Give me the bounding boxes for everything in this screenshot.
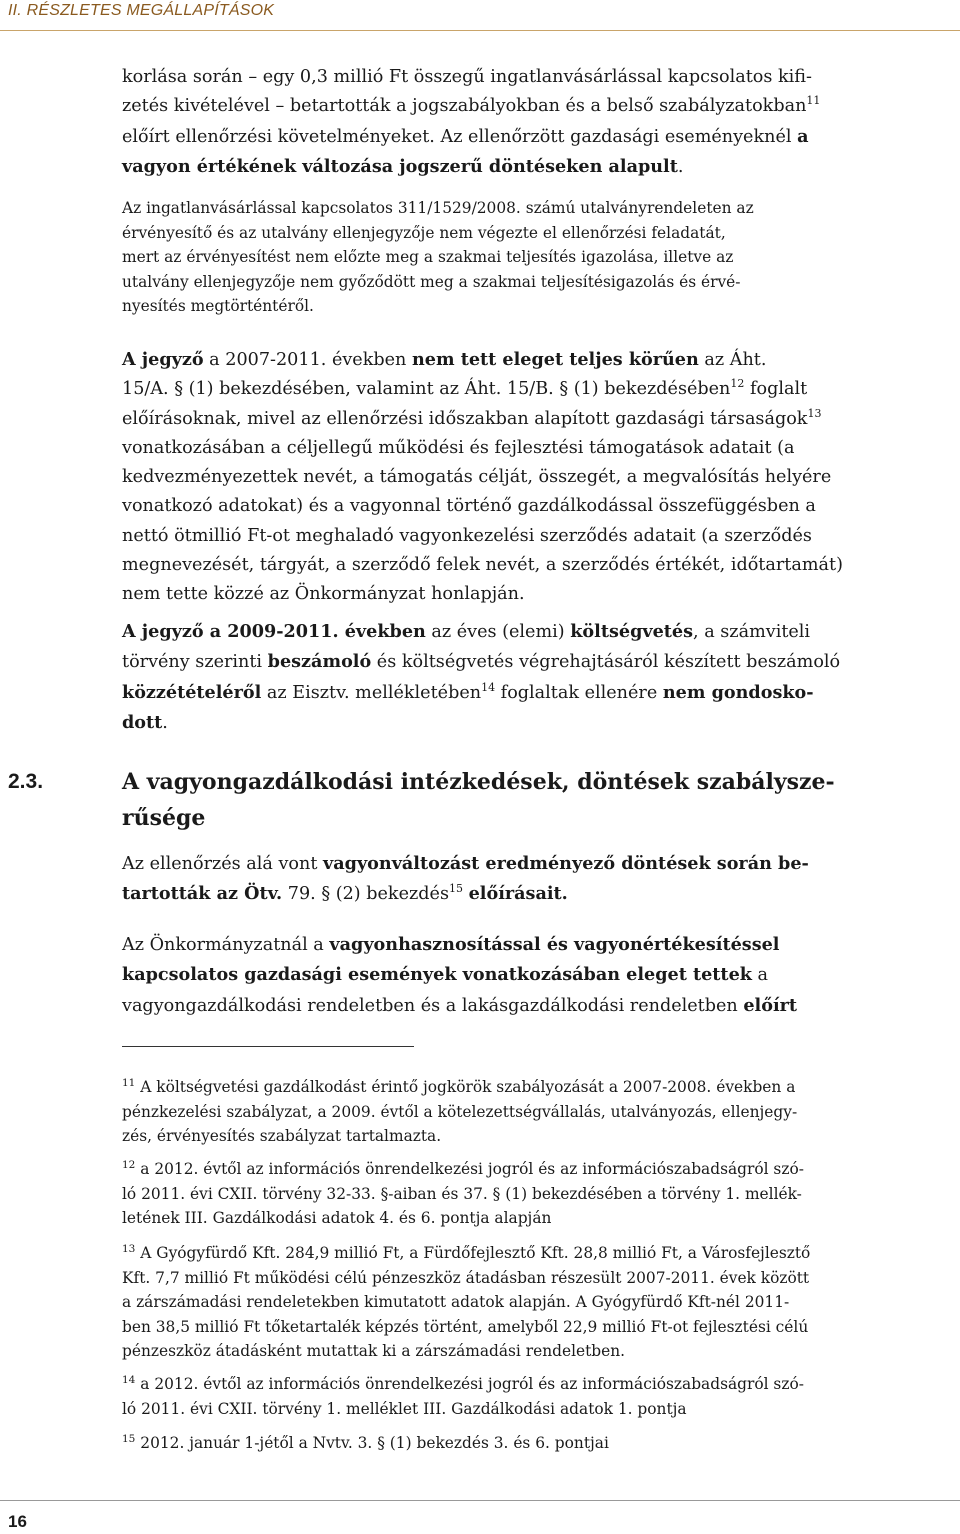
text-span: . bbox=[677, 156, 684, 177]
footnote-line bbox=[122, 1075, 956, 1100]
text-span: az Áht. bbox=[698, 350, 767, 370]
bold-text: kapcsolatos gazdasági események vonatkozásában eleget tettek bbox=[122, 964, 752, 986]
footnote-number: 12 bbox=[122, 1159, 136, 1171]
bold-text: költségvetés bbox=[570, 621, 694, 642]
text-span: a 2012. évtől az információs önrendelkezési jogról és az információszabadságról szó- bbox=[140, 1375, 804, 1393]
bold-text: A jegyző bbox=[122, 349, 204, 370]
text-span: . bbox=[162, 712, 168, 733]
text-line: érvényesítő és az utalvány ellenjegyzője nem végezte el ellenőrzési feladatát, bbox=[122, 223, 726, 242]
footnote-line: Kft. 7,7 millió Ft működési célú pénzeszköz átadásban részesült 2007-2011. évek között bbox=[122, 1268, 810, 1287]
bold-text: beszámoló bbox=[267, 651, 372, 673]
footnote-line: letének III. Gazdálkodási adatok 4. és 6. pontja alapján bbox=[122, 1209, 552, 1228]
footnote-number: 14 bbox=[122, 1374, 136, 1386]
text-span: a 2012. évtől az információs önrendelkezési jogról és az információszabadságról szó- bbox=[140, 1160, 804, 1178]
footnote-separator bbox=[122, 1046, 414, 1047]
finding-paragraph bbox=[122, 849, 956, 910]
footnote-number: 11 bbox=[122, 1077, 136, 1089]
footnote bbox=[122, 1157, 956, 1231]
bold-text: A jegyző a 2009-2011. években bbox=[122, 621, 426, 642]
title-line: rűsége bbox=[122, 805, 206, 831]
text-line bbox=[122, 122, 956, 152]
text-span: előírásoknak, mivel az ellenőrzési időszakban alapított gazdasági társaságok bbox=[122, 408, 808, 429]
text-line bbox=[122, 879, 956, 909]
footnote-line: ló 2011. évi CXII. törvény 32-33. §-aiban és 37. § (1) bekezdésében a törvény 1. mellék- bbox=[122, 1184, 802, 1203]
footer-rule bbox=[0, 1500, 960, 1501]
footnote bbox=[122, 1075, 956, 1149]
text-line: megnevezését, tárgyát, a szerződő felek nevét, a szerződés értékét, időtartamát) bbox=[122, 555, 843, 576]
text-line: nyesítés megtörténtéről. bbox=[122, 297, 314, 316]
text-line: vonatkozó adatokat) és a vagyonnal történő gazdálkodással összefüggésben a bbox=[122, 496, 816, 517]
text-span: a 2007-2011. években bbox=[203, 350, 412, 370]
footnote-ref: 13 bbox=[807, 406, 822, 420]
footnote-ref: 15 bbox=[448, 882, 463, 896]
footnote bbox=[122, 1241, 956, 1364]
section-number: 2.3. bbox=[8, 770, 44, 793]
text-span: A Gyógyfürdő Kft. 284,9 millió Ft, a Fürdőfejlesztő Kft. 28,8 millió Ft, a Városfejlesztő bbox=[140, 1244, 811, 1262]
footnote-line: pénzkezelési szabályzat, a 2009. évtől a kötelezettségvállalás, utalványozás, ellenjegy- bbox=[122, 1102, 798, 1121]
footnote-line: a zárszámadási rendeletekben kimutatott adatok alapján. A Gyógyfürdő Kft-nél 2011- bbox=[122, 1293, 790, 1312]
text-line bbox=[122, 991, 956, 1021]
text-line bbox=[122, 617, 956, 647]
text-line: utalvány ellenjegyzője nem győződött meg a szakmai teljesítésigazolás és érvé- bbox=[122, 272, 741, 291]
footnote-line bbox=[122, 1431, 956, 1456]
text-span: vagyongazdálkodási rendeletben és a lakásgazdálkodási rendeletben bbox=[122, 995, 744, 1016]
paragraph-continuation bbox=[122, 63, 956, 182]
finding-paragraph bbox=[122, 930, 956, 1021]
footnote bbox=[122, 1431, 956, 1456]
text-line bbox=[122, 849, 956, 879]
text-line bbox=[122, 647, 956, 677]
footnote-line bbox=[122, 1241, 956, 1266]
bold-text: tartották az Ötv. bbox=[122, 883, 283, 905]
text-line bbox=[122, 960, 956, 990]
bold-text: vagyonváltozást eredményező döntések során be- bbox=[323, 853, 809, 874]
text-span: és költségvetés végrehajtásáról készített beszámoló bbox=[371, 652, 841, 673]
text-span: az éves (elemi) bbox=[425, 622, 571, 642]
text-line: korlása során – egy 0,3 millió Ft összegű ingatlanvásárlással kapcsolatos kifi- bbox=[122, 67, 812, 87]
text-span: zetés kivételével – betartották a jogszabályokban és a belső szabályzatokban bbox=[122, 96, 807, 117]
text-line bbox=[122, 930, 956, 960]
text-line bbox=[122, 92, 956, 121]
bold-text: vagyonhasznosítással és vagyonértékesítéssel bbox=[329, 934, 780, 955]
footnote bbox=[122, 1372, 956, 1421]
bold-text: vagyon értékének változása jogszerű döntéseken alapult bbox=[122, 155, 678, 177]
footnote-ref: 11 bbox=[806, 94, 821, 108]
running-header: II. RÉSZLETES MEGÁLLAPÍTÁSOK bbox=[8, 2, 275, 19]
footnote-line: ben 38,5 millió Ft tőketartalék képzés történt, amelyből 22,9 millió Ft-ot fejlesztési célú bbox=[122, 1317, 809, 1336]
finding-paragraph bbox=[122, 196, 956, 319]
footnote-number: 15 bbox=[122, 1433, 136, 1445]
text-line bbox=[122, 345, 956, 375]
text-line bbox=[122, 708, 956, 738]
text-span: törvény szerinti bbox=[122, 652, 268, 673]
bold-text: nem tett eleget teljes körűen bbox=[411, 349, 699, 370]
text-line bbox=[122, 678, 956, 708]
bold-text: közzétételéről bbox=[122, 681, 262, 703]
footnote-ref: 12 bbox=[730, 377, 745, 391]
text-span: Az ellenőrzés alá vont bbox=[122, 854, 324, 874]
header-rule bbox=[0, 30, 960, 31]
text-line: mert az érvényesítést nem előzte meg a szakmai teljesítés igazolása, illetve az bbox=[122, 248, 734, 267]
bold-text: a bbox=[797, 125, 809, 147]
page-number: 16 bbox=[8, 1512, 27, 1531]
text-span: a bbox=[751, 965, 769, 986]
text-span: előírt ellenőrzési követelményeket. Az ellenőrzött gazdasági eseményeknél bbox=[122, 126, 798, 147]
finding-paragraph bbox=[122, 345, 956, 610]
text-line: kedvezményezettek nevét, a támogatás célját, összegét, a megvalósítás helyére bbox=[122, 467, 832, 488]
text-span: foglaltak ellenére bbox=[495, 682, 663, 703]
footnote-line: zés, érvényesítés szabályzat tartalmazta. bbox=[122, 1127, 442, 1146]
text-span: , a számviteli bbox=[693, 622, 811, 642]
bold-text: nem gondosko- bbox=[662, 681, 814, 703]
bold-text: előírt bbox=[743, 994, 798, 1016]
finding-paragraph bbox=[122, 617, 956, 738]
text-span: 2012. január 1-jétől a Nvtv. 3. § (1) bekezdés 3. és 6. pontjai bbox=[140, 1434, 609, 1452]
footnote-line bbox=[122, 1157, 956, 1182]
text-span: foglalt bbox=[744, 379, 808, 400]
text-span: A költségvetési gazdálkodást érintő jogkörök szabályozását a 2007-2008. években a bbox=[140, 1078, 796, 1096]
text-span: 79. § (2) bekezdés bbox=[282, 884, 449, 905]
footnote-line: ló 2011. évi CXII. törvény 1. melléklet III. Gazdálkodási adatok 1. pontja bbox=[122, 1399, 687, 1418]
footnote-line: pénzeszköz átadásként mutattak ki a zárszámadási rendeletben. bbox=[122, 1342, 626, 1361]
footnote-number: 13 bbox=[122, 1243, 136, 1255]
footnote-line bbox=[122, 1372, 956, 1397]
text-line: nem tette közzé az Önkormányzat honlapján. bbox=[122, 584, 525, 605]
bold-text: dott bbox=[122, 711, 163, 733]
text-line: Az ingatlanvásárlással kapcsolatos 311/1529/2008. számú utalványrendeleten az bbox=[122, 199, 754, 217]
text-line bbox=[122, 375, 956, 404]
footnote-ref: 14 bbox=[481, 680, 496, 694]
text-line: nettó ötmillió Ft-ot meghaladó vagyonkezelési szerződés adatait (a szerződés bbox=[122, 525, 812, 546]
text-span: Az Önkormányzatnál a bbox=[122, 935, 330, 955]
text-line bbox=[122, 405, 956, 434]
text-line: vonatkozásában a céljellegű működési és fejlesztési támogatások adatait (a bbox=[122, 437, 795, 458]
title-line: A vagyongazdálkodási intézkedések, döntések szabálysze- bbox=[122, 769, 835, 795]
text-span: 15/A. § (1) bekezdésében, valamint az Áht. 15/B. § (1) bekezdésében bbox=[122, 379, 731, 400]
bold-text: előírásait. bbox=[468, 883, 568, 905]
section-title bbox=[122, 764, 956, 836]
text-span: az Eisztv. mellékletében bbox=[261, 682, 482, 703]
text-line bbox=[122, 152, 956, 182]
